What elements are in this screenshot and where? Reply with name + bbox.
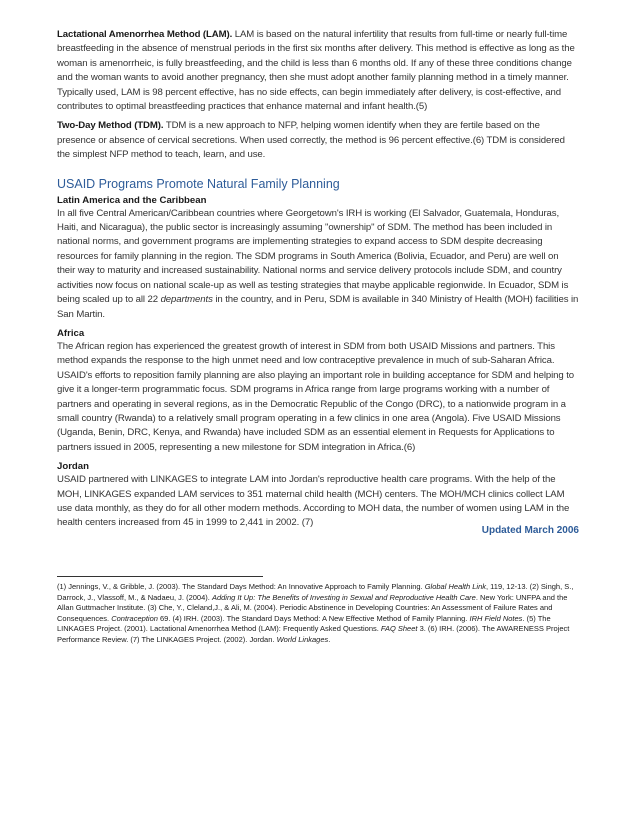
ref-text: . (5) The LINKAGES Project. (2001). Lactational Amenorrhea Method (LAM): Frequently Asked Questions. (57, 613, 551, 634)
jordan-paragraph: USAID partnered with LINKAGES to integrate LAM into Jordan's reproductive health care programs. With the help of the MOH, LINKAGES expanded LAM services to 351 maternal child health (MCH) centers. The MOH/MCH clinics collect LAM use data monthly, as they do for all other modern methods. According to MOH data, the number of women using LAM in the health centers increased from 45 in 1999 to 2,441 in 2002. (7) (57, 474, 570, 529)
jordan-heading: Jordan (57, 461, 89, 473)
ref-text: . New York: UNFPA and the Allan Guttmacher Institute. (3) Che, Y., Cleland,J., & Ali, M. (2004). Periodic Abstinence in Developing Countries: An Assessment of Failure Rates and Consequences. (57, 592, 568, 623)
latin-america-paragraph (57, 207, 579, 322)
latin-text-end: in the country, and in Peru, SDM is available in 340 Ministry of Health (MOH) facilities in San Martin. (57, 294, 579, 320)
ref-text: , 119, 12-13. (2) Singh, S., Darrock, J., Vlassoff, M., & Nadaeu, J. (2004). (57, 582, 574, 602)
tdm-term: Two-Day Method (TDM). (57, 120, 164, 132)
ref-text: 69. (4) IRH. (2003). The Standard Days Method: A New Effective Method of Family Planning. (160, 613, 468, 623)
ref-text: . (328, 634, 331, 644)
ref-italic: Global Health Link (424, 582, 487, 591)
lam-text: LAM is based on the natural infertility that results from full-time or nearly full-time breastfeeding in the absence of menstrual periods in the first six months after delivery. This method is effective as long as the woman is amenorrheic, is fully breastfeeding, and the child is less than 6 months old. If any of these three conditions change and the woman wants to avoid another pregnancy, then she must adopt another family planning method in a timely manner. Typically used, LAM is 98 percent effective, has no side effects, can begin immediately after delivery, is cost-effective, and contributes to optimal breastfeeding practices that enhance maternal and infant health.(5) (57, 29, 575, 113)
ref-italic: Adding It Up: The Benefits of Investing in Sexual and Reproductive Health Care (211, 592, 476, 602)
ref-italic: IRH Field Notes (469, 613, 523, 623)
latin-text: In all five Central American/Caribbean countries where Georgetown's IRH is working (El Salvador, Guatemala, Honduras, Haiti, and Nicaragua), the public sector is increasingly assuming "ownership" of SDM. The method has been included in national norms, and government programs are implementing strategies to expand access to SDM despite decreasing resources for family planning in the region. The SDM programs in South America (Bolivia, Ecuador, and Peru) are well on their way to maturity and increased sustainability. National norms and service delivery protocols include SDM, and country activities now focus on national scale-up as well as testing strategies that maybe applicable regionwide. In Ecuador, SDM is being scaled up to all 22 (57, 207, 569, 306)
footnote-divider (57, 576, 263, 577)
ref-italic: World Linkages (276, 634, 329, 644)
latin-america-heading: Latin America and the Caribbean (57, 194, 207, 206)
document-body (57, 28, 579, 531)
lam-paragraph (57, 28, 579, 114)
lam-term: Lactational Amenorrhea Method (LAM). (57, 29, 233, 40)
section-title: USAID Programs Promote Natural Family Planning (57, 176, 340, 191)
latin-italic: departments (160, 294, 213, 306)
updated-date: Updated March 2006 (481, 525, 579, 536)
ref-italic: FAQ Sheet (380, 624, 418, 634)
ref-italic: Contraception (111, 613, 158, 623)
references (57, 582, 581, 646)
ref-text: (1) Jennings, V., & Gribble, J. (2003). The Standard Days Method: An Innovative Approach to Family Planning. (57, 582, 423, 591)
tdm-paragraph (57, 119, 579, 162)
africa-heading: Africa (57, 327, 85, 339)
tdm-text: TDM is a new approach to NFP, helping women identify when they are fertile based on the presence or absence of cervical secretions. When used correctly, the method is 96 percent effective.(6) TDM is considered the simplest NFP method to teach, learn, and use. (57, 120, 565, 161)
ref-text: 3. (6) IRH. (2006). The AWARENESS Project Performance Review. (7) The LINKAGES Project. (2002). Jordan. (57, 624, 570, 644)
africa-paragraph: The African region has experienced the greatest growth of interest in SDM from both USAID Missions and partners. This method expands the response to the high unmet need and low contraceptive prevalence in much of sub-Saharan Africa. USAID's efforts to reposition family planning are also playing an important role in building acceptance for SDM and helping to give it a longer-term programmatic focus. SDM programs in Africa range from large programs working with a number of partners and operating in several regions, as in the Democratic Republic of the Congo (DRC), to a nationwide program in a small country (Rwanda) to a relatively small program operating in a few clinics in one area (Angola). Five USAID Missions (Uganda, Benin, DRC, Kenya, and Rwanda) have included SDM as an essential element in Requests for Applications to partners issued in 2005, representing a new milestone for SDM integration in Africa.(6) (57, 340, 575, 453)
